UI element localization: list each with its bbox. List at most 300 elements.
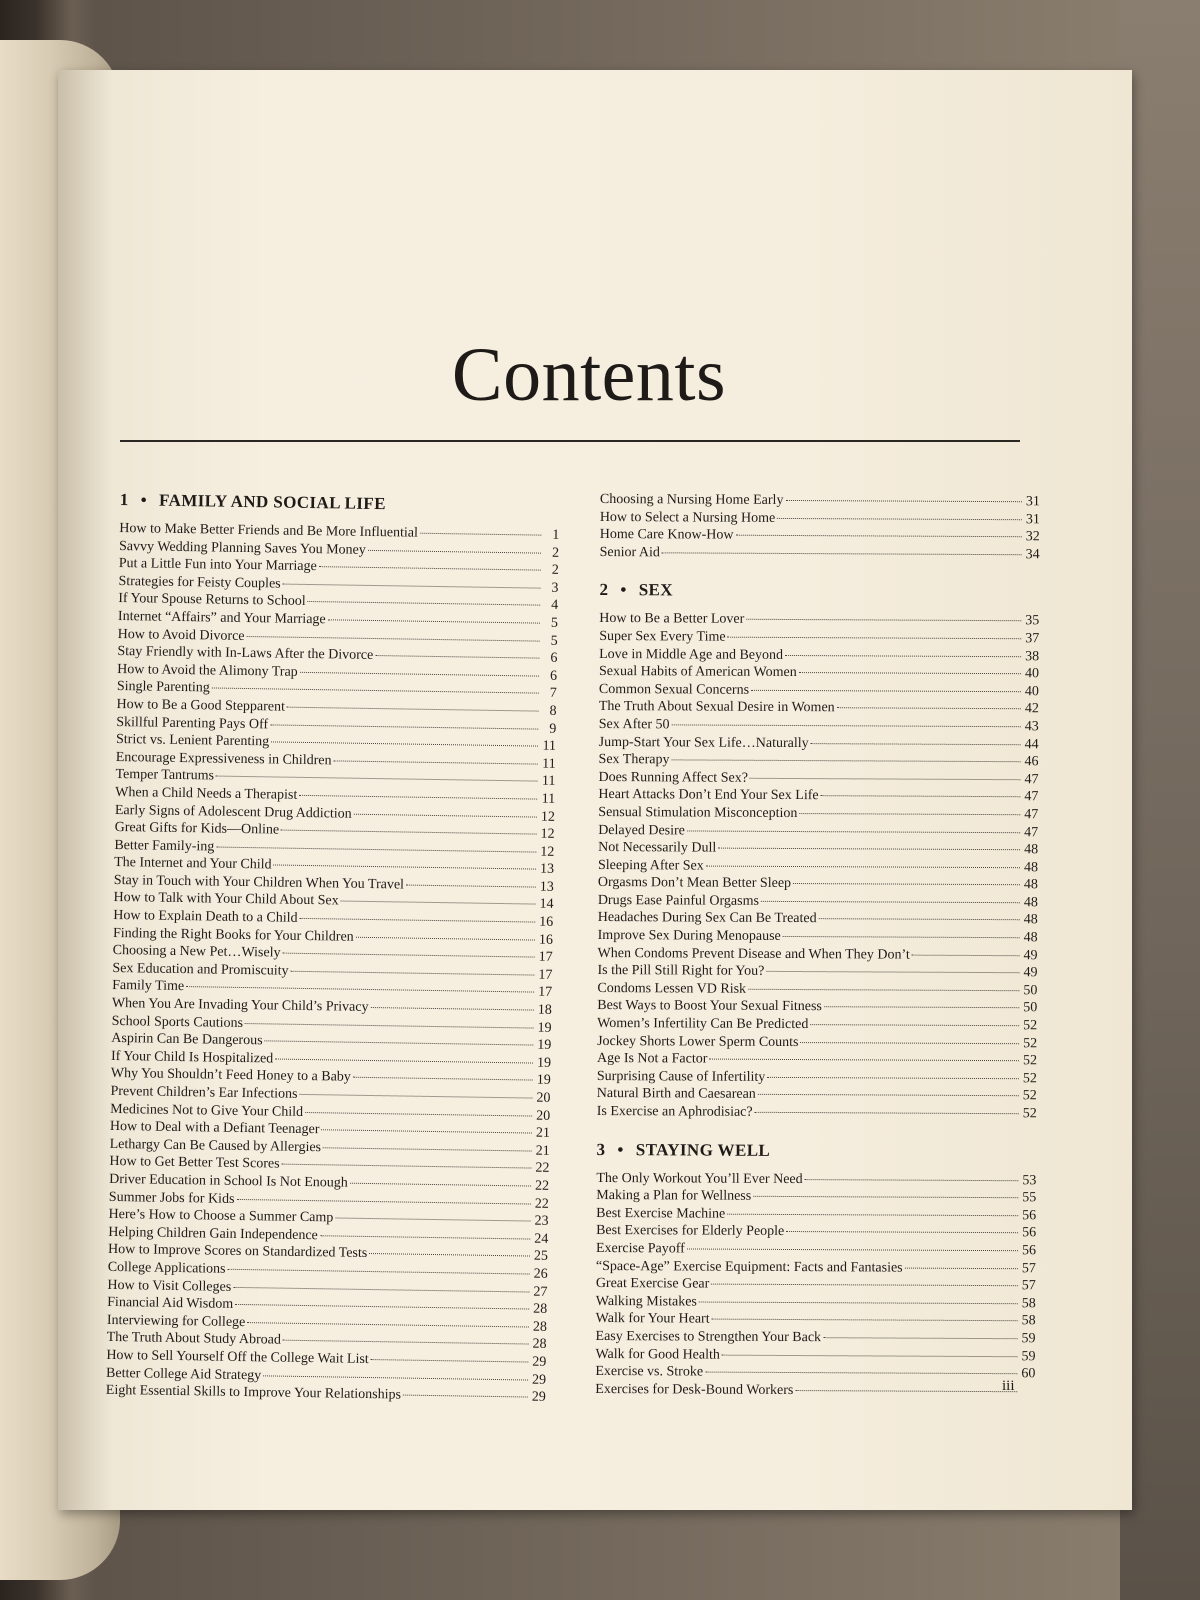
dot-leader — [274, 851, 537, 870]
toc-entry-page: 52 — [1022, 1071, 1037, 1087]
toc-entry-title: Helping Children Gain Independence — [108, 1224, 318, 1243]
toc-entry-page: 4 — [551, 598, 559, 614]
toc-entry-page: 13 — [539, 879, 554, 895]
toc-entry-title: The Truth About Sexual Desire in Women — [598, 699, 835, 716]
dot-leader — [753, 1182, 1018, 1198]
toc-entry-page: 2 — [551, 545, 560, 561]
toc-entry-title: The Internet and Your Child — [113, 855, 272, 873]
toc-entry-page: 11 — [541, 791, 556, 807]
dot-leader — [799, 799, 1020, 815]
toc-entry-page: 58 — [1021, 1313, 1036, 1329]
dot-leader — [811, 729, 1021, 745]
toc-entry-page: 47 — [1024, 807, 1039, 823]
toc-entry-title: Senior Aid — [599, 544, 660, 561]
dot-leader — [785, 486, 1022, 502]
dot-leader — [287, 693, 539, 712]
toc-entry-title: The Truth About Study Abroad — [106, 1330, 281, 1348]
toc-entry-page: 56 — [1021, 1243, 1037, 1259]
toc-entry-title: Skillful Parenting Pays Off — [116, 714, 269, 732]
section-heading — [599, 578, 1039, 604]
toc-entry-page: 29 — [532, 1354, 547, 1370]
toc-entry-title: Surprising Cause of Infertility — [596, 1068, 766, 1085]
dot-leader — [369, 1239, 530, 1257]
toc-entry-page: 46 — [1024, 754, 1039, 770]
toc-entry-title: Sex Education and Promiscuity — [112, 960, 289, 979]
toc-entry[interactable] — [600, 541, 1040, 561]
toc-entry-page: 13 — [539, 861, 555, 878]
dot-leader — [748, 975, 1019, 991]
dot-leader — [283, 939, 535, 958]
toc-entry-page: 47 — [1024, 824, 1039, 840]
toc-entry-page: 26 — [533, 1266, 548, 1282]
toc-entry-page: 12 — [540, 844, 555, 860]
dot-leader — [271, 728, 538, 747]
toc-entry-title: Financial Aid Wisdom — [107, 1295, 234, 1313]
toc-entry-title: If Your Child Is Hospitalized — [110, 1048, 274, 1067]
toc-entry-page: 19 — [536, 1055, 552, 1071]
toc-entry-page: 57 — [1021, 1278, 1036, 1294]
toc-entry-page: 57 — [1021, 1260, 1036, 1276]
dot-leader — [662, 538, 1022, 555]
toc-entry-page: 29 — [531, 1389, 546, 1405]
toc-entry-page: 52 — [1022, 1088, 1037, 1104]
toc-entry-title: Love in Middle Age and Beyond — [599, 646, 784, 663]
toc-entry-title: Best Exercises for Elderly People — [596, 1223, 785, 1240]
dot-leader — [300, 658, 540, 677]
toc-entry-title: Sexual Habits of American Women — [598, 664, 797, 681]
dot-leader — [746, 605, 1021, 621]
dot-leader — [758, 1080, 1019, 1096]
toc-entry-page: 44 — [1024, 736, 1039, 752]
toc-entry-title: Delayed Desire — [598, 822, 685, 838]
toc-entry-page: 11 — [542, 738, 557, 755]
toc-entry-title: Stay Friendly with In-Laws After the Divorce — [117, 644, 374, 664]
toc-entry-page: 28 — [532, 1319, 547, 1335]
toc-entry-page: 21 — [535, 1143, 550, 1159]
dot-leader — [711, 1270, 1018, 1287]
dot-leader — [777, 504, 1022, 520]
dot-leader — [320, 1221, 531, 1239]
toc-entry-title: Walk for Your Heart — [595, 1311, 710, 1327]
toc-entry-title: Walk for Good Health — [595, 1346, 720, 1363]
toc-entry-title: Strategies for Feisty Couples — [118, 573, 281, 592]
toc-column-right — [595, 488, 1040, 1398]
toc-entry-title: Women’s Infertility Can Be Predicted — [597, 1016, 809, 1033]
toc-entry-title: Heart Attacks Don’t End Your Sex Life — [598, 787, 819, 804]
toc-entry-page: 59 — [1021, 1331, 1036, 1347]
background-surface — [1120, 0, 1200, 1600]
toc-entry-page: 5 — [550, 615, 559, 631]
toc-entry-title: Jockey Shorts Lower Sperm Counts — [597, 1033, 799, 1050]
section-number: 2 — [599, 580, 609, 600]
toc-entry-title: When You Are Invading Your Child’s Privacy — [111, 995, 369, 1015]
dot-leader — [323, 1133, 532, 1151]
dot-leader — [371, 993, 535, 1011]
dot-leader — [300, 904, 536, 923]
toc-entry-page: 37 — [1025, 631, 1040, 647]
dot-leader — [403, 1381, 528, 1398]
toc-entry-title: Sex Therapy — [598, 752, 670, 768]
dot-leader — [321, 1115, 532, 1133]
page-number: iii — [1002, 1378, 1015, 1394]
section-heading — [120, 488, 560, 519]
toc-entry-page: 43 — [1024, 719, 1039, 735]
toc-entry-page: 3 — [551, 580, 559, 596]
toc-entry-title: Exercise Payoff — [595, 1240, 685, 1257]
dot-leader — [837, 694, 1021, 710]
dot-leader — [328, 605, 540, 623]
toc-entry-title: Best Exercise Machine — [596, 1205, 726, 1222]
toc-entry-title: “Space-Age” Exercise Equipment: Facts and Fantasies — [595, 1258, 903, 1276]
toc-entry-page: 55 — [1022, 1190, 1037, 1206]
section-bullet: • — [617, 1139, 624, 1159]
toc-entry[interactable] — [595, 1378, 1035, 1398]
toc-entry-page: 32 — [1025, 529, 1040, 545]
dot-leader — [672, 710, 1021, 727]
dot-leader — [712, 1305, 1018, 1322]
dot-leader — [786, 1217, 1018, 1233]
toc-entry-title: Why You Shouldn’t Feed Honey to a Baby — [110, 1066, 351, 1086]
section-number: 1 — [119, 489, 129, 510]
toc-entry-title: How to Visit Colleges — [107, 1277, 232, 1295]
toc-entry-title: Strict vs. Lenient Parenting — [115, 732, 270, 750]
dot-leader — [687, 1234, 1018, 1251]
toc-entry-title: Not Necessarily Dull — [598, 840, 717, 856]
toc-entry-page: 22 — [534, 1196, 549, 1212]
dot-leader — [299, 781, 537, 800]
dot-leader — [291, 957, 535, 976]
dot-leader — [767, 1063, 1019, 1079]
dot-leader — [783, 922, 1020, 938]
toc-entry-title: Is Exercise an Aphrodisiac? — [596, 1103, 753, 1120]
toc-entry-page: 50 — [1023, 983, 1038, 999]
toc-entry-title: Better College Aid Strategy — [105, 1365, 262, 1383]
dot-leader — [821, 781, 1021, 797]
toc-entry-title: Sex After 50 — [598, 716, 670, 733]
toc-entry-title: Common Sexual Concerns — [598, 681, 750, 698]
toc-entry-page: 11 — [541, 773, 556, 790]
toc-entry-title: Making a Plan for Wellness — [596, 1188, 752, 1204]
dot-leader — [761, 887, 1020, 903]
section-bullet: • — [620, 580, 627, 600]
toc-entry-title: How to Sell Yourself Off the College Wait List — [106, 1347, 369, 1367]
toc-entry-title: Medicines Not to Give Your Child — [110, 1101, 304, 1120]
dot-leader — [353, 1063, 533, 1081]
toc-entry-title: Easy Exercises to Strengthen Your Back — [595, 1328, 822, 1346]
toc-entry-title: Headaches During Sex Can Be Treated — [597, 910, 817, 927]
toc-entry-title: When Condoms Prevent Disease and When They Don’t — [597, 945, 910, 963]
dot-leader — [805, 1165, 1019, 1181]
toc-entry-title: How to Get Better Test Scores — [109, 1154, 280, 1172]
dot-leader — [281, 816, 537, 835]
dot-leader — [350, 1169, 531, 1187]
dot-leader — [705, 1358, 1017, 1375]
toc-entry-page: 49 — [1023, 947, 1038, 963]
toc-entry-page: 48 — [1023, 877, 1038, 893]
toc-entry-title: How to Improve Scores on Standardized Tests — [107, 1242, 368, 1262]
toc-entry-page: 20 — [536, 1108, 551, 1124]
toc-entry-title: Improve Sex During Menopause — [597, 928, 781, 945]
toc-entry-page: 7 — [549, 686, 557, 702]
toc-entry-page: 18 — [537, 1002, 552, 1018]
dot-leader — [750, 764, 1021, 780]
toc-entry-page: 59 — [1021, 1348, 1036, 1364]
toc-entry-title: Aspirin Can Be Dangerous — [111, 1031, 263, 1049]
toc-entry-title: Here’s How to Choose a Summer Camp — [108, 1207, 334, 1226]
dot-leader — [824, 993, 1019, 1009]
dot-leader — [819, 905, 1020, 921]
toc-entry-page: 50 — [1023, 1000, 1038, 1016]
toc-entry-page: 17 — [538, 967, 553, 983]
dot-leader — [799, 658, 1021, 674]
toc-entry-title: Lethargy Can Be Caused by Allergies — [109, 1136, 322, 1156]
dot-leader — [905, 1253, 1018, 1269]
toc-entry-title: How to Talk with Your Child About Sex — [113, 890, 339, 909]
toc-entry-page: 47 — [1024, 789, 1039, 805]
toc-entry-page: 19 — [537, 1037, 552, 1054]
dot-leader — [785, 641, 1021, 657]
toc-entry-title: Home Care Know-How — [599, 527, 734, 543]
dot-leader — [305, 1098, 532, 1117]
toc-entry-page: 22 — [534, 1178, 550, 1194]
toc-entry-page: 29 — [531, 1372, 547, 1388]
toc-entry-title: Prevent Children’s Ear Infections — [110, 1083, 298, 1102]
toc-column-left — [106, 488, 560, 1403]
toc-entry-title: Super Sex Every Time — [599, 628, 726, 645]
dot-leader — [368, 535, 541, 553]
toc-entry-page: 17 — [538, 985, 553, 1001]
toc-entry-title: Exercises for Desk-Bound Workers — [595, 1381, 794, 1398]
toc-entry-title: The Only Workout You’ll Ever Need — [596, 1170, 803, 1187]
toc-entry-title: Driver Education in School Is Not Enough — [109, 1171, 348, 1191]
dot-leader — [671, 746, 1020, 763]
toc-entry-title: Family Time — [112, 978, 185, 995]
dot-leader — [406, 870, 536, 887]
toc-entry-page: 5 — [550, 633, 558, 649]
toc-entry-page: 48 — [1023, 930, 1038, 946]
dot-leader — [265, 1027, 534, 1046]
toc-entry-page: 52 — [1023, 1018, 1038, 1034]
toc-entry-title: How to Be a Better Lover — [599, 611, 745, 628]
dot-leader — [709, 1045, 1019, 1062]
dot-leader — [420, 519, 542, 536]
toc-entry-page: 31 — [1025, 511, 1040, 527]
dot-leader — [300, 1080, 533, 1099]
dot-leader — [283, 1326, 529, 1345]
toc-entry-page: 58 — [1021, 1295, 1036, 1312]
toc-entry-title: Sensual Stimulation Misconception — [598, 804, 798, 821]
dot-leader — [810, 1010, 1019, 1026]
dot-leader — [687, 816, 1020, 833]
toc-entry-title: Great Exercise Gear — [595, 1276, 710, 1292]
section-title: FAMILY AND SOCIAL LIFE — [158, 490, 387, 514]
toc-entry-page: 16 — [539, 914, 554, 930]
toc-entry-title: Orgasms Don’t Mean Better Sleep — [597, 875, 792, 892]
toc-entry-title: Internet “Affairs” and Your Marriage — [117, 608, 326, 628]
dot-leader — [282, 1150, 532, 1169]
section-title: STAYING WELL — [635, 1139, 771, 1160]
toc-entry-page: 25 — [533, 1248, 549, 1265]
dot-leader — [728, 623, 1022, 640]
dot-leader — [235, 1290, 529, 1310]
toc-entry-title: How to Select a Nursing Home — [599, 509, 776, 526]
dot-leader — [354, 799, 537, 817]
toc-entry-page: 19 — [537, 1020, 552, 1036]
toc-entry-page: 1 — [552, 527, 560, 543]
dot-leader — [270, 710, 538, 729]
toc-entry-page: 20 — [536, 1090, 551, 1106]
dot-leader — [795, 1376, 1017, 1392]
toc-entry-title: If Your Spouse Returns to School — [118, 591, 306, 610]
toc-entry-page: 21 — [535, 1125, 551, 1142]
toc-entry-page: 56 — [1022, 1208, 1037, 1224]
dot-leader — [245, 1009, 534, 1029]
toc-entry-page: 14 — [539, 897, 554, 913]
section-number: 3 — [596, 1139, 606, 1159]
page-title: Contents — [451, 333, 727, 417]
toc-entry-page: 48 — [1024, 842, 1039, 858]
toc-entry-title: Great Gifts for Kids—Online — [114, 820, 280, 838]
toc-entry-page: 12 — [540, 826, 555, 842]
dot-leader — [341, 887, 536, 905]
toc-entry-title: College Applications — [107, 1259, 226, 1277]
toc-entry-page: 8 — [549, 703, 557, 719]
toc-entry-page: 53 — [1022, 1172, 1037, 1188]
toc-entry-title: Drugs Ease Painful Orgasms — [597, 892, 759, 909]
toc-entry-page: 35 — [1025, 613, 1040, 629]
toc-entry-title: How to Avoid Divorce — [117, 626, 245, 644]
toc-entry-page: 49 — [1023, 965, 1038, 981]
toc-entry-title: Exercise vs. Stroke — [595, 1364, 704, 1380]
toc-entry-page: 28 — [533, 1301, 548, 1317]
toc-entry-title: Savvy Wedding Planning Saves You Money — [118, 538, 366, 558]
toc-entry-title: Is the Pill Still Right for You? — [597, 963, 765, 980]
toc-entry-page: 17 — [538, 949, 553, 966]
toc-entry-page: 24 — [534, 1231, 549, 1247]
dot-leader — [718, 834, 1020, 851]
toc-entry-title: School Sports Cautions — [111, 1013, 244, 1031]
toc-entry[interactable] — [106, 1379, 546, 1404]
dot-leader — [793, 869, 1020, 885]
dot-leader — [263, 1361, 528, 1380]
toc-entry-title: Interviewing for College — [106, 1312, 246, 1330]
toc-entry-title: Choosing a New Pet…Wisely — [112, 943, 281, 961]
toc-entry-title: Walking Mistakes — [595, 1293, 697, 1310]
toc-entry-page: 9 — [549, 721, 557, 737]
toc-entry-page: 60 — [1021, 1366, 1036, 1382]
toc-entry-title: How to Explain Death to a Child — [113, 908, 298, 926]
toc-entry-page: 12 — [540, 809, 556, 825]
toc-entry-page: 48 — [1023, 895, 1038, 911]
dot-leader — [823, 1323, 1018, 1339]
toc-entry-page: 38 — [1025, 648, 1040, 664]
toc-entry-page: 40 — [1024, 683, 1039, 700]
toc-entry-title: Sleeping After Sex — [597, 857, 704, 874]
toc-entry-title: Summer Jobs for Kids — [108, 1189, 235, 1207]
toc-entry-title: Choosing a Nursing Home Early — [599, 491, 784, 508]
toc-entry[interactable] — [597, 1100, 1037, 1120]
toc-entry-page: 47 — [1024, 771, 1039, 788]
toc-entry-page: 34 — [1025, 547, 1040, 563]
toc-entry-page: 56 — [1022, 1225, 1037, 1241]
toc-entry-page: 16 — [538, 932, 554, 948]
toc-entry-page: 48 — [1023, 912, 1038, 928]
toc-entry-title: Single Parenting — [116, 679, 210, 696]
toc-entry-page: 6 — [550, 650, 558, 667]
dot-leader — [335, 1204, 530, 1222]
toc-entry-title: Eight Essential Skills to Improve Your Relationships — [105, 1382, 402, 1403]
toc-entry-title: Best Ways to Boost Your Sexual Fitness — [597, 998, 822, 1015]
toc-entry-title: How to Make Better Friends and Be More Influential — [119, 520, 419, 541]
toc-entry-title: How to Be a Good Stepparent — [116, 696, 286, 715]
section-title: SEX — [638, 580, 674, 600]
toc-entry-page: 40 — [1024, 666, 1040, 682]
dot-leader — [371, 1345, 529, 1362]
dot-leader — [751, 676, 1021, 692]
toc-entry-page: 2 — [551, 562, 559, 579]
dot-leader — [801, 1028, 1020, 1044]
toc-entry-page: 48 — [1023, 859, 1039, 875]
toc-entry-title: How to Deal with a Defiant Teenager — [109, 1119, 320, 1138]
toc-entry-page: 23 — [534, 1213, 549, 1229]
dot-leader — [912, 940, 1020, 956]
section-heading — [596, 1138, 1036, 1164]
dot-leader — [722, 1340, 1018, 1357]
toc-entry-title: Does Running Affect Sex? — [598, 769, 748, 786]
dot-leader — [706, 851, 1020, 868]
toc-entry-title: Encourage Expressiveness in Children — [115, 749, 332, 769]
title-rule — [120, 440, 1020, 442]
toc-entry-page: 27 — [533, 1284, 548, 1300]
book-page — [58, 70, 1132, 1510]
dot-leader — [755, 1098, 1019, 1114]
toc-entry-title: When a Child Needs a Therapist — [115, 784, 298, 803]
dot-leader — [247, 622, 540, 642]
dot-leader — [699, 1287, 1018, 1304]
toc-entry-page: 6 — [549, 668, 558, 684]
toc-entry-page: 52 — [1022, 1053, 1038, 1069]
toc-entry-title: Stay in Touch with Your Children When You Travel — [113, 872, 405, 893]
toc-entry-page: 52 — [1023, 1035, 1038, 1051]
dot-leader — [375, 641, 539, 659]
dot-leader — [308, 587, 541, 606]
toc-entry-title: Better Family-ing — [114, 837, 215, 855]
toc-entry-page: 19 — [536, 1073, 551, 1089]
toc-entry-page: 42 — [1024, 701, 1039, 717]
dot-leader — [247, 1308, 529, 1327]
toc-entry-page: 31 — [1025, 494, 1040, 510]
toc-entry-title: Jump-Start Your Sex Life…Naturally — [598, 734, 809, 751]
dot-leader — [283, 569, 541, 588]
dot-leader — [356, 922, 535, 940]
toc-entry-page: 11 — [542, 756, 556, 772]
dot-leader — [334, 746, 538, 764]
toc-entry-title: Condoms Lessen VD Risk — [597, 980, 747, 997]
dot-leader — [275, 1044, 533, 1063]
toc-entry-title: Natural Birth and Caesarean — [596, 1086, 756, 1103]
toc-entry-page: 28 — [532, 1336, 547, 1353]
dot-leader — [766, 957, 1019, 973]
section-bullet: • — [140, 490, 148, 510]
toc-entry-page: 52 — [1022, 1106, 1037, 1122]
toc-entry-title: Age Is Not a Factor — [596, 1051, 708, 1067]
toc-entry-title: Early Signs of Adolescent Drug Addiction — [114, 802, 352, 822]
toc-entry-title: Finding the Right Books for Your Children — [112, 925, 354, 945]
toc-entry-page: 22 — [535, 1160, 550, 1177]
dot-leader — [736, 521, 1022, 537]
dot-leader — [236, 1184, 531, 1204]
toc-entry-title: How to Avoid the Alimony Trap — [117, 661, 298, 680]
